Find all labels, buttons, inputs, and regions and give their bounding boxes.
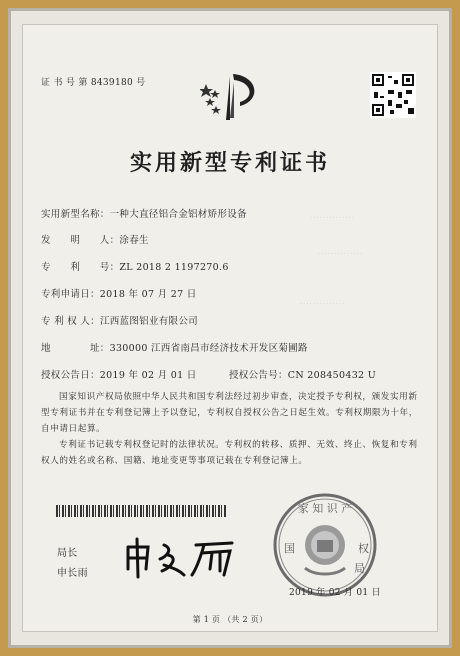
- cnipa-logo-icon: [200, 72, 268, 124]
- filing-date: 专利申请日：2018 年 07 月 27 日: [41, 289, 197, 300]
- legal-paragraph-1: 国家知识产权局依照中华人民共和国专利法经过初步审查，决定授予专利权，颁发实用新型专利证书并在专利登记簿上予以登记，专利权自授权公告之日起生效。专利权期限为十年，自申请日起算。: [41, 392, 418, 434]
- signature-role: 局长: [57, 548, 78, 559]
- patentee: 专 利 权 人：江西蓝图铝业有限公司: [41, 316, 198, 327]
- signature-printed-name: 申长雨: [57, 568, 88, 579]
- page-number: 第 1 页 （共 2 页）: [192, 615, 268, 624]
- watermark-text: ··············: [318, 250, 364, 258]
- seal-date: 2019 年 02 月 01 日: [289, 588, 381, 598]
- watermark-text: ··············: [300, 300, 346, 308]
- legal-paragraph-2: 专利证书记载专利权登记时的法律状况。专利权的转移、质押、无效、终止、恢复和专利权人的姓名或名称、国籍、地址变更等事项记载在专利登记簿上。: [41, 440, 418, 466]
- inventor: 发 明 人：涂春生: [41, 235, 149, 246]
- qr-code-icon: [370, 72, 416, 118]
- svg-text:家 知 识 产: 家 知 识 产: [297, 502, 353, 515]
- grant-announcement-date: 授权公告日：2019 年 02 月 01 日: [41, 370, 197, 381]
- certificate-number: 证 书 号 第 8439180 号: [41, 78, 146, 88]
- grant-announcement-number: 授权公告号：CN 208450432 U: [229, 370, 377, 381]
- svg-text:权: 权: [358, 542, 369, 555]
- svg-text:局: 局: [354, 562, 365, 575]
- barcode-icon: [56, 505, 226, 517]
- address: 地 址：330000 江西省南昌市经济技术开发区菊圃路: [41, 343, 308, 354]
- watermark-text: ··············: [310, 214, 356, 222]
- official-seal-icon: [270, 490, 380, 600]
- svg-text:国: 国: [284, 542, 295, 555]
- patent-number: 专 利 号：ZL 2018 2 1197270.6: [41, 262, 229, 273]
- utility-model-name: 实用新型名称：一种大直径铝合金铝材矫形设备: [41, 209, 247, 220]
- certificate-title: 实用新型专利证书: [129, 150, 330, 176]
- handwritten-signature-icon: [120, 535, 250, 580]
